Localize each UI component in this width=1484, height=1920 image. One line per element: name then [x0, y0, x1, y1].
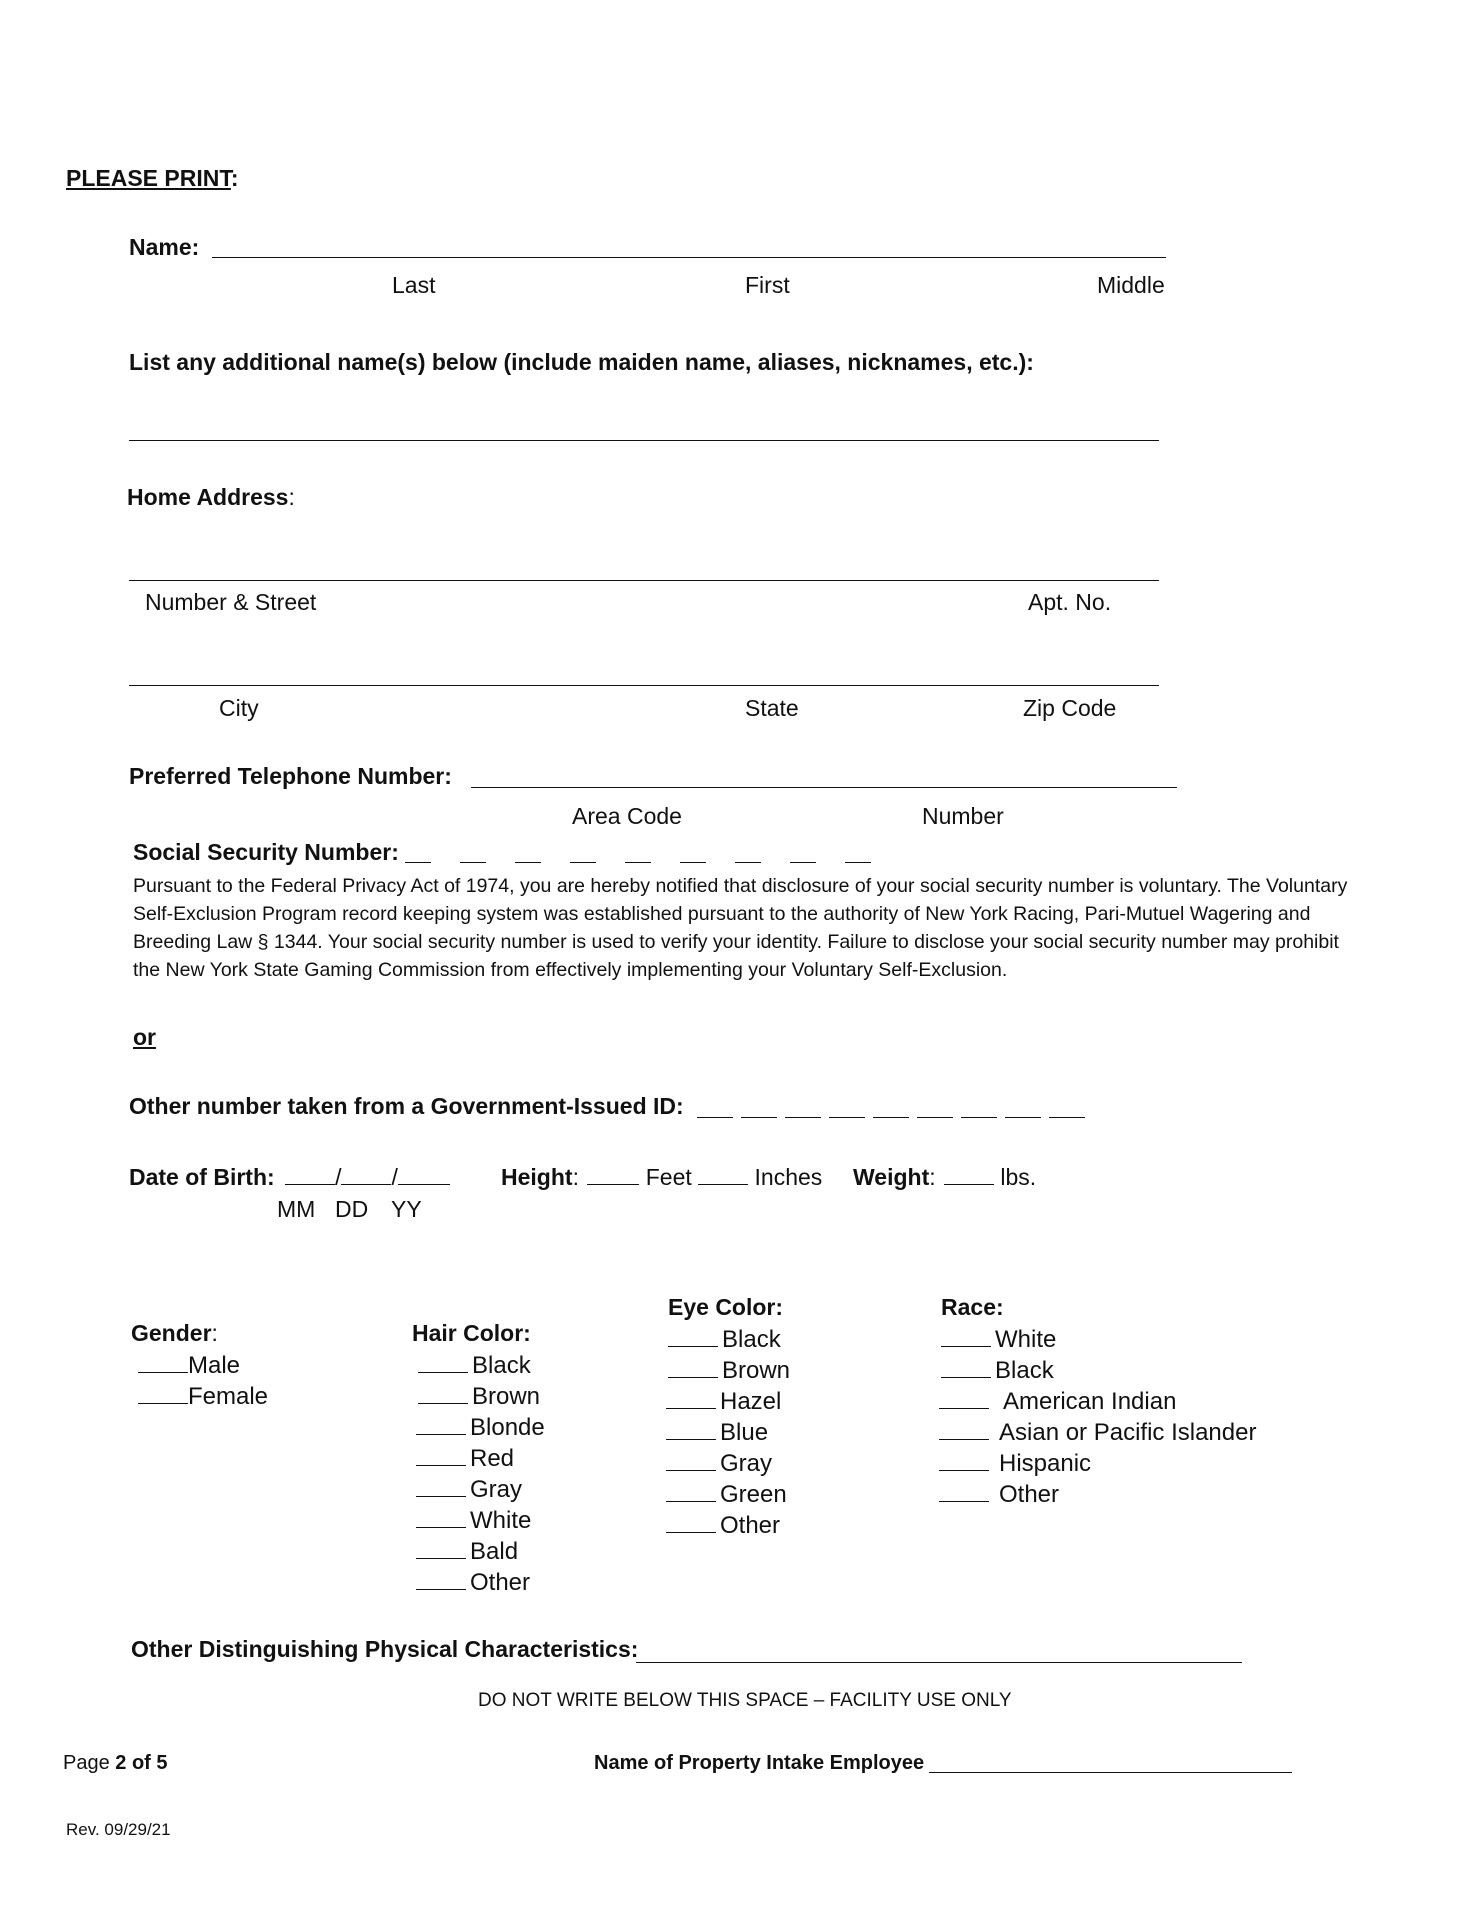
race-american-indian-blank[interactable] — [939, 1386, 989, 1409]
distinguishing-label: Other Distinguishing Physical Characteristics: — [131, 1636, 639, 1662]
hair-blonde-blank[interactable] — [416, 1412, 466, 1435]
eye-blue-blank[interactable] — [666, 1417, 716, 1440]
height-label: Height — [501, 1164, 573, 1190]
dob-slash-2: / — [391, 1164, 398, 1190]
ssn-digit-2[interactable] — [460, 862, 486, 863]
hair-option-black[interactable]: Black — [418, 1350, 531, 1381]
gender-male-blank[interactable] — [138, 1350, 188, 1373]
ssn-digit-7[interactable] — [735, 862, 761, 863]
sub-number-street: Number & Street — [145, 589, 317, 615]
race-option-black[interactable]: Black — [941, 1355, 1054, 1386]
additional-names-line[interactable] — [129, 440, 1159, 441]
name-label: Name: — [129, 234, 200, 260]
home-address-colon: : — [288, 484, 295, 510]
race-option-white[interactable]: White — [941, 1324, 1056, 1355]
privacy-act-notice: Pursuant to the Federal Privacy Act of 1974, you are hereby notified that disclosure of your social security number is voluntary. The Voluntary Self-Exclusion Program record keeping system was established pursuant to the authority of New York Racing, Pari-Mutuel Wagering and Breeding Law § 1344. Your social security number is used to verify your identity. Failure to disclose your social security number may prohibit the New York State Gaming Commission from effectively implementing your Voluntary Self-Exclusion. — [133, 875, 1348, 981]
ssn-digit-1[interactable] — [405, 862, 431, 863]
gov-id-label: Other number taken from a Government-Issued ID: — [129, 1093, 684, 1119]
weight-colon: : — [929, 1164, 936, 1190]
eye-gray-blank[interactable] — [666, 1448, 716, 1471]
hair-option-brown[interactable]: Brown — [418, 1381, 540, 1412]
ssn-digit-8[interactable] — [790, 862, 816, 863]
facility-use-notice: DO NOT WRITE BELOW THIS SPACE – FACILITY USE ONLY — [478, 1690, 1012, 1711]
dob-day-input[interactable] — [341, 1162, 391, 1185]
home-address-heading — [127, 484, 295, 511]
sub-apt-no: Apt. No. — [1028, 589, 1112, 615]
eye-hazel-blank[interactable] — [666, 1386, 716, 1409]
name-sub-middle: Middle — [1097, 272, 1165, 298]
hair-red-blank[interactable] — [416, 1443, 466, 1466]
name-sub-last: Last — [392, 272, 436, 298]
eye-option-brown[interactable]: Brown — [668, 1355, 790, 1386]
page-number — [63, 1752, 168, 1775]
sub-city: City — [219, 695, 259, 721]
page-prefix: Page — [63, 1752, 110, 1774]
distinguishing-input-line[interactable] — [636, 1662, 1242, 1663]
intake-employee-label: Name of Property Intake Employee — [594, 1752, 925, 1774]
hair-gray-blank[interactable] — [416, 1474, 466, 1497]
race-hispanic-blank[interactable] — [939, 1448, 989, 1471]
race-option-asian-pacific-islander[interactable]: Asian or Pacific Islander — [939, 1417, 1256, 1448]
eye-option-hazel[interactable]: Hazel — [666, 1386, 781, 1417]
or-label: or — [133, 1024, 156, 1050]
hair-brown-blank[interactable] — [418, 1381, 468, 1404]
ssn-label: Social Security Number: — [133, 839, 399, 865]
race-white-blank[interactable] — [941, 1324, 991, 1347]
weight-unit: lbs. — [1000, 1164, 1037, 1190]
dob-row — [129, 1162, 450, 1191]
eye-option-green[interactable]: Green — [666, 1479, 787, 1510]
hair-white-blank[interactable] — [416, 1505, 466, 1528]
race-asian-blank[interactable] — [939, 1417, 989, 1440]
hair-option-other[interactable]: Other — [416, 1567, 530, 1598]
weight-row — [853, 1162, 1036, 1191]
ssn-digit-4[interactable] — [570, 862, 596, 863]
hair-option-white[interactable]: White — [416, 1505, 531, 1536]
gender-female-blank[interactable] — [138, 1381, 188, 1404]
dob-year-input[interactable] — [398, 1162, 450, 1185]
dob-sub-dd: DD — [335, 1196, 369, 1222]
eye-option-black[interactable]: Black — [668, 1324, 781, 1355]
dob-label: Date of Birth: — [129, 1164, 275, 1190]
ssn-digit-9[interactable] — [845, 862, 871, 863]
race-label: Race: — [941, 1294, 1004, 1320]
eye-color-label: Eye Color: — [668, 1294, 784, 1320]
gender-colon: : — [211, 1320, 218, 1346]
please-print-heading — [66, 165, 239, 192]
gender-heading — [131, 1320, 218, 1347]
eye-option-gray[interactable]: Gray — [666, 1448, 772, 1479]
eye-brown-blank[interactable] — [668, 1355, 718, 1378]
hair-black-blank[interactable] — [418, 1350, 468, 1373]
race-option-american-indian[interactable]: American Indian — [939, 1386, 1176, 1417]
hair-bald-blank[interactable] — [416, 1536, 466, 1559]
height-inches-input[interactable] — [698, 1162, 748, 1185]
race-option-hispanic[interactable]: Hispanic — [939, 1448, 1091, 1479]
telephone-label: Preferred Telephone Number: — [129, 763, 452, 789]
street-input-line[interactable] — [129, 580, 1159, 581]
hair-option-blonde[interactable]: Blonde — [416, 1412, 545, 1443]
eye-option-blue[interactable]: Blue — [666, 1417, 768, 1448]
gender-option-male[interactable]: Male — [138, 1350, 240, 1381]
city-input-line[interactable] — [129, 685, 1159, 686]
ssn-digit-5[interactable] — [625, 862, 651, 863]
hair-option-gray[interactable]: Gray — [416, 1474, 522, 1505]
hair-color-label: Hair Color: — [412, 1320, 531, 1346]
eye-option-other[interactable]: Other — [666, 1510, 780, 1541]
eye-other-blank[interactable] — [666, 1510, 716, 1533]
sub-zip-code: Zip Code — [1023, 695, 1117, 721]
dob-slash-1: / — [335, 1164, 342, 1190]
name-sub-first: First — [745, 272, 790, 298]
revision-date: Rev. 09/29/21 — [66, 1820, 171, 1839]
sub-number: Number — [922, 803, 1004, 829]
race-option-other[interactable]: Other — [939, 1479, 1059, 1510]
eye-black-blank[interactable] — [668, 1324, 718, 1347]
race-other-blank[interactable] — [939, 1479, 989, 1502]
please-print-label: PLEASE PRINT — [66, 165, 231, 191]
eye-green-blank[interactable] — [666, 1479, 716, 1502]
race-black-blank[interactable] — [941, 1355, 991, 1378]
ssn-digit-6[interactable] — [680, 862, 706, 863]
weight-input[interactable] — [944, 1162, 994, 1185]
hair-other-blank[interactable] — [416, 1567, 466, 1590]
home-address-label: Home Address — [127, 484, 289, 510]
name-input-line[interactable] — [212, 257, 1166, 258]
height-feet-unit: Feet — [645, 1164, 692, 1190]
hair-option-bald[interactable]: Bald — [416, 1536, 518, 1567]
telephone-input-line[interactable] — [471, 787, 1177, 788]
weight-label: Weight — [853, 1164, 930, 1190]
height-inches-unit: Inches — [754, 1164, 823, 1190]
dob-sub-mm: MM — [277, 1196, 316, 1222]
hair-option-red[interactable]: Red — [416, 1443, 514, 1474]
page-value: 2 of 5 — [115, 1752, 168, 1774]
dob-sub-yy: YY — [391, 1196, 422, 1222]
height-row — [501, 1162, 822, 1191]
please-print-colon: : — [230, 165, 239, 191]
height-colon: : — [572, 1164, 579, 1190]
sub-area-code: Area Code — [572, 803, 682, 829]
dob-month-input[interactable] — [285, 1162, 335, 1185]
gender-option-female[interactable]: Female — [138, 1381, 268, 1412]
ssn-digit-3[interactable] — [515, 862, 541, 863]
intake-employee-input-line[interactable] — [929, 1772, 1292, 1773]
height-feet-input[interactable] — [587, 1162, 639, 1185]
sub-state: State — [745, 695, 799, 721]
additional-names-label: List any additional name(s) below (include maiden name, aliases, nicknames, etc.): — [129, 349, 1034, 375]
gender-label: Gender — [131, 1320, 212, 1346]
